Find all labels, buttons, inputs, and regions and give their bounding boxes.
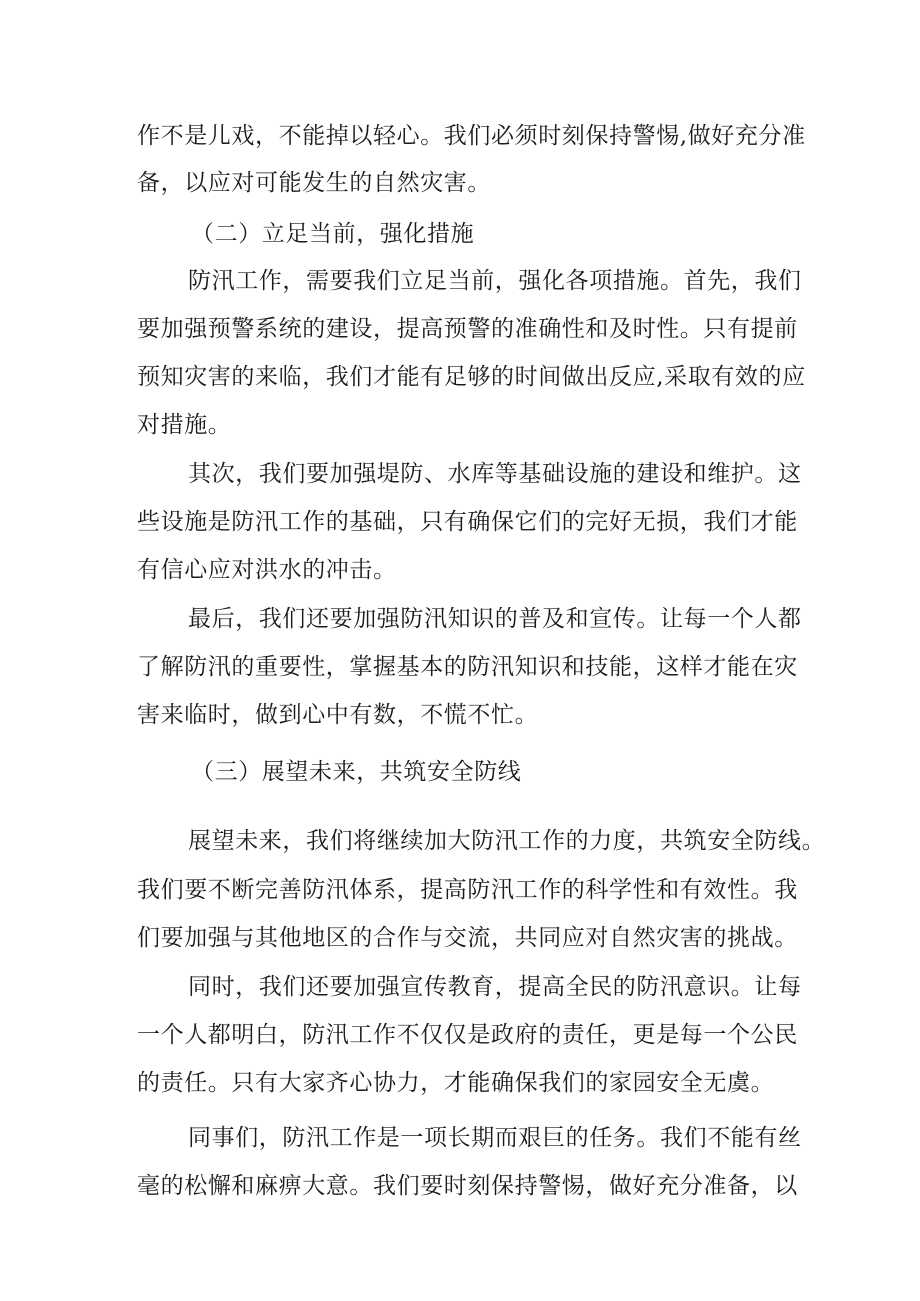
text-line: 对措施。: [137, 412, 232, 438]
paragraph-first-line: 防汛工作，需要我们立足当前，强化各项措施。首先，我们: [188, 268, 802, 294]
paragraph-first-line: 同时，我们还要加强宣传教育，提高全民的防汛意识。让每: [188, 974, 802, 1000]
text-line: 了解防汛的重要性，掌握基本的防汛知识和技能，这样才能在灾: [137, 654, 798, 680]
text-line: 们要加强与其他地区的合作与交流，共同应对自然灾害的挑战。: [137, 925, 798, 951]
section-heading: （三）展望未来，共筑安全防线: [191, 759, 522, 785]
text-line: 有信心应对洪水的冲击。: [137, 557, 397, 583]
paragraph-first-line: 最后，我们还要加强防汛知识的普及和宣传。让每一个人都: [188, 606, 802, 632]
text-line: 预知灾害的来临，我们才能有足够的时间做出反应,采取有效的应: [137, 364, 806, 390]
text-line: 作不是儿戏，不能掉以轻心。我们必须时刻保持警惕,做好充分准: [137, 123, 806, 149]
paragraph-first-line: 同事们，防汛工作是一项长期而艰巨的任务。我们不能有丝: [188, 1125, 802, 1151]
text-line: 害来临时，做到心中有数，不慌不忙。: [137, 702, 539, 728]
text-line: 的责任。只有大家齐心协力，才能确保我们的家园安全无虞。: [137, 1070, 775, 1096]
paragraph-first-line: 其次，我们要加强堤防、水库等基础设施的建设和维护。这: [188, 461, 802, 487]
text-line: 备，以应对可能发生的自然灾害。: [137, 170, 491, 196]
paragraph-first-line: 展望未来，我们将继续加大防汛工作的力度，共筑安全防线。: [188, 828, 826, 854]
text-line: 毫的松懈和麻痹大意。我们要时刻保持警惕，做好充分准备，以: [137, 1173, 798, 1199]
section-heading: （二）立足当前，强化措施: [191, 221, 475, 247]
text-line: 些设施是防汛工作的基础，只有确保它们的完好无损，我们才能: [137, 509, 798, 535]
text-line: 要加强预警系统的建设，提高预警的准确性和及时性。只有提前: [137, 316, 798, 342]
text-line: 一个人都明白，防汛工作不仅仅是政府的责任，更是每一个公民: [137, 1022, 798, 1048]
text-line: 我们要不断完善防汛体系，提高防汛工作的科学性和有效性。我: [137, 877, 798, 903]
